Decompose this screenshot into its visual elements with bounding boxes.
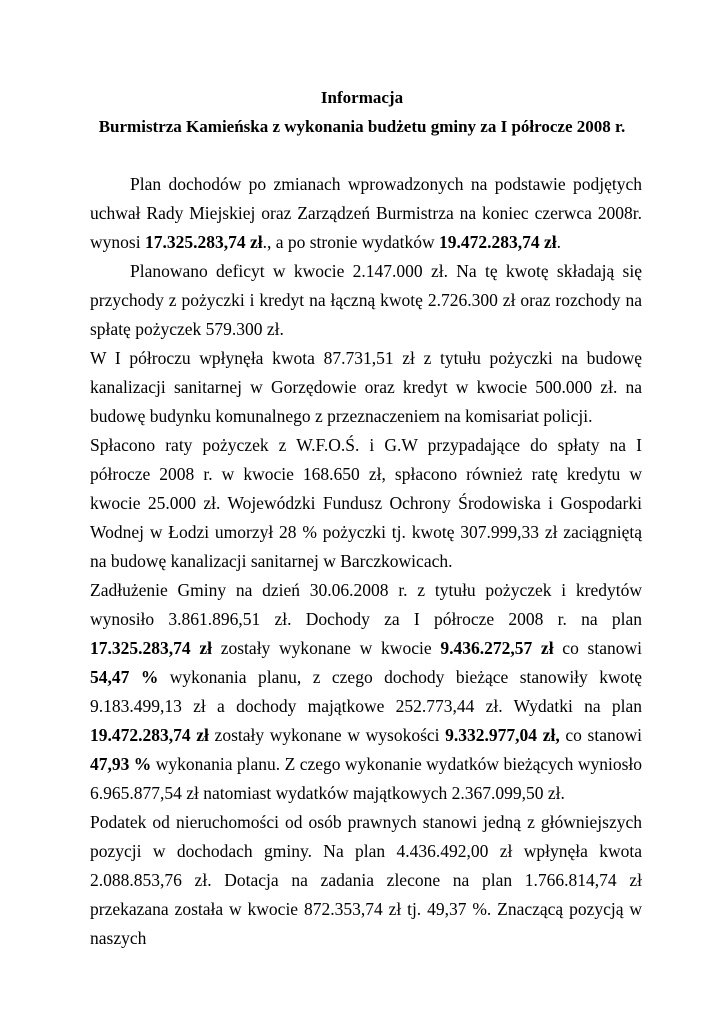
- document-body: [90, 170, 642, 953]
- paragraph-loans-received: W I półroczu wpłynęła kwota 87.731,51 zł z tytułu pożyczki na budowę kanalizacji sanitarnej w Gorzędowie oraz kredyt w kwocie 500.000 zł. na budowę budynku komunalnego z przeznaczeniem na komisariat policji.: [90, 348, 642, 426]
- paragraph-repayments: Spłacono raty pożyczek z W.F.O.Ś. i G.W przypadające do spłaty na I półrocze 2008 r. w kwocie 168.650 zł, spłacono również ratę kredytu w kwocie 25.000 zł. Wojewódzki Fundusz Ochrony Środowiska i Gospodarki Wodnej w Łodzi umorzył 28 % pożyczki tj. kwotę 307.999,33 zł zaciągniętą na budowę kanalizacji sanitarnej w Barczkowicach.: [90, 435, 642, 571]
- paragraph-property-tax: Podatek od nieruchomości od osób prawnych stanowi jedną z główniejszych pozycji w dochodach gminy. Na plan 4.436.492,00 zł wpłynęła kwota 2.088.853,76 zł. Dotacja na zadania zlecone na plan 1.766.814,74 zł przekazana została w kwocie 872.353,74 zł tj. 49,37 %. Znaczącą pozycją w naszych: [90, 812, 642, 948]
- income-plan-amount: 17.325.283,74 zł: [144, 232, 263, 252]
- document-subtitle: Burmistrza Kamieńska z wykonania budżetu gminy za I półrocze 2008 r.: [98, 117, 626, 136]
- expense-plan-amount: 19.472.283,74 zł: [439, 232, 557, 252]
- document-title: Informacja: [320, 88, 404, 107]
- paragraph-deficit: Planowano deficyt w kwocie 2.147.000 zł. Na tę kwotę składają się przychody z pożyczki i kredyt na łączną kwotę 2.726.300 zł oraz rozchody na spłatę pożyczek 579.300 zł.: [90, 261, 642, 339]
- paragraph-debt-and-execution: Zadłużenie Gminy na dzień 30.06.2008 r. z tytułu pożyczek i kredytów wynosiło 3.861.896,51 zł. Dochody za I półrocze 2008 r. na plan 17.325.283,74 zł zostały wykonane w kwocie 9.436.272,57 zł co stanowi 54,47 % wykonania planu, z czego dochody bieżące stanowiły kwotę 9.183.499,13 zł a dochody majątkowe 252.773,44 zł. Wydatki na plan 19.472.283,74 zł zostały wykonane w wysokości 9.332.977,04 zł, co stanowi 47,93 % wykonania planu. Z czego wykonanie wydatków bieżących wyniosło 6.965.877,54 zł natomiast wydatków majątkowych 2.367.099,50 zł.: [90, 580, 642, 803]
- paragraph-budget-plan: Plan dochodów po zmianach wprowadzonych na podstawie podjętych uchwał Rady Miejskiej oraz Zarządzeń Burmistrza na koniec czerwca 2008r. wynosi 17.325.283,74 zł., a po stronie wydatków 19.472.283,74 zł.: [90, 174, 642, 252]
